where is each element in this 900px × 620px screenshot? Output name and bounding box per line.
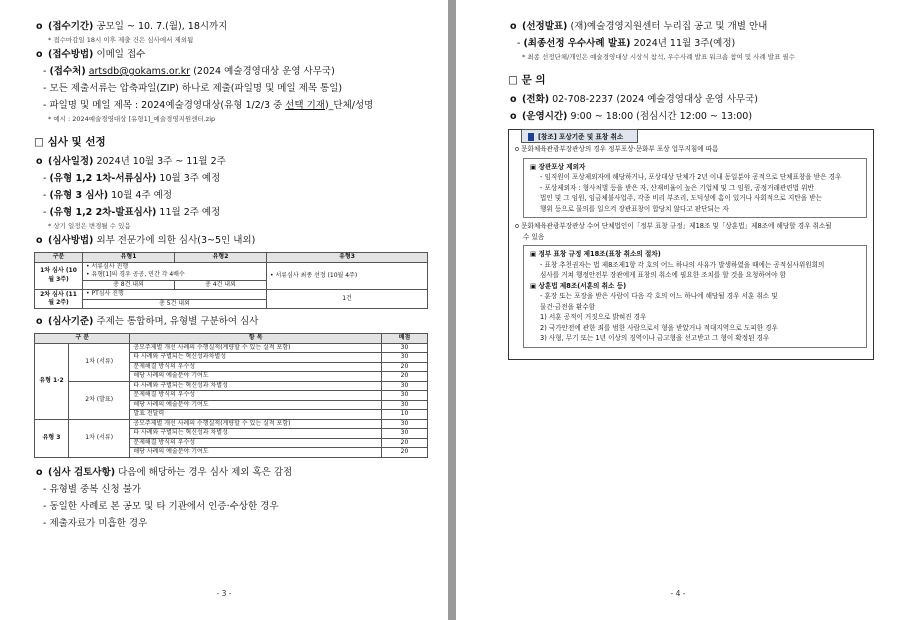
page-3-content	[34, 18, 428, 532]
table-cell: 타 사례와 구별되는 혁신성과 차별성	[130, 429, 382, 439]
review-criteria: o (심사기준) 주제는 통합하며, 유형별 구분하여 심사	[34, 313, 428, 330]
box-line: 심사를 거쳐 행정안전부 장관에게 표창의 취소에 필요한 조치를 할 것을 요청하여야 함	[540, 271, 786, 279]
submission-method: o (접수방법) 이메일 접수	[34, 46, 428, 63]
exclusion-item: - 동일한 사례로 본 공모 및 타 기관에서 인증·수상한 경우	[43, 500, 279, 512]
table-cell: 1차 (서류)	[69, 343, 130, 381]
table-cell: 20	[382, 372, 428, 382]
review-heading: □ 심사 및 선정	[34, 136, 106, 148]
table-row	[35, 419, 428, 429]
bullet-icon: o	[36, 235, 43, 246]
box-title: ▣ 상훈법 제8조(서훈의 취소 등)	[530, 281, 627, 290]
table-header: 구분	[35, 253, 83, 263]
table-cell: 1차 (서류)	[69, 419, 130, 457]
selection-announcement: o (선정발표) (재)예술경영지원센터 누리집 공고 및 개별 안내	[508, 18, 874, 35]
schedule-step-1: - (유형 1,2 1차-서류심사) 10월 3주 예정	[43, 173, 221, 184]
box-line: 3) 사형, 무기 또는 1년 이상의 징역이나 금고형을 선고받고 그 형이 확정된 경우	[540, 334, 770, 342]
box-line: 1) 서훈 공적이 거짓으로 밝혀진 경우	[540, 313, 647, 321]
reference-intro: o 문화체육관광부장관상의 경우 정부포상·문화부 포상 업무지침에 따름	[515, 145, 719, 153]
box-line: - 포상제외자 : 형사처벌 등을 받은 자, 산재비율이 높은 기업체 및 그 임원, 공정거래관련법 위반	[540, 183, 814, 192]
bullet-icon: o	[36, 49, 43, 60]
table-header: 유형3	[267, 253, 428, 263]
exclusion-item: - 유형별 중복 신청 불가	[43, 483, 142, 495]
best-case-note: * 최종 선정단체/개인은 예술경영대상 시상식 참석, 우수사례 발표 워크숍 참여 및 사례 발표 필수	[522, 53, 795, 61]
box-line: 2) 국가안전에 관한 죄를 범한 사람으로서 형을 받았거나 적대지역으로 도피한 경우	[540, 323, 778, 332]
table-cell: • PT심사 진행	[83, 290, 267, 300]
reference-box	[508, 129, 874, 360]
page-4-content	[508, 18, 874, 360]
table-cell: 1차 심사 (10월 3주)	[35, 262, 83, 290]
period-note: * 접수마감일 18시 이후 제출 건은 심사에서 제외됨	[48, 36, 194, 44]
table-cell: 총 4건 내외	[175, 280, 267, 290]
review-stage-table	[34, 252, 428, 309]
table-cell: 30	[382, 353, 428, 363]
submission-destination: - (접수처) artsdb@gokams.or.kr (2024 예술경영대상 운영 사무국)	[43, 66, 335, 77]
box-line: 물건·금전을 환수함	[540, 302, 596, 311]
table-cell: 20	[382, 438, 428, 448]
table-header: 유형1	[83, 253, 175, 263]
box-line: 행위 등으로 물의를 일으켜 장관표창이 합당치 않다고 판단되는 자	[540, 204, 729, 213]
reference-mid: o 문화체육관광부장관상 수여 단체법인이「정부 표창 규정」제18조 및「상훈법」제8조에 해당할 경우 취소될	[515, 222, 832, 230]
box-line: - 임직원이 포상제외자에 해당하거나, 포상대상 단체가 2년 이내 동일분야 공적으로 단체표창을 받은 경우	[540, 173, 842, 181]
schedule-note: * 상기 일정은 변경될 수 있음	[48, 222, 131, 230]
table-cell: 문제해결 방식의 우수성	[130, 438, 382, 448]
table-cell: 30	[382, 429, 428, 439]
box-line: - 훈장 또는 포장을 받은 사람이 다음 각 호의 어느 하나에 해당될 경우 서훈 취소 및	[540, 292, 778, 300]
box-title: ▣ 정부 표창 규정 제18조(표창 취소의 절차)	[530, 250, 661, 258]
page-gap	[448, 0, 456, 620]
bullet-icon: o	[510, 94, 517, 105]
reference-mid-cont: 수 있음	[523, 232, 545, 241]
bullet-icon: o	[36, 21, 43, 32]
schedule-step-2: - (유형 3 심사) 10월 4주 예정	[43, 190, 172, 201]
page-4	[456, 0, 900, 620]
table-cell: 2차 (발표)	[69, 381, 130, 419]
bullet-icon: o	[510, 21, 517, 32]
table-cell: 유형 1·2	[35, 343, 69, 419]
table-cell: • 서류심사 최종 선정 (10월 4주)	[267, 262, 428, 290]
table-cell: 30	[382, 381, 428, 391]
review-schedule: o (심사일정) 2024년 10월 3주 ~ 11월 2주	[34, 153, 428, 170]
table-cell: 총 5건 내외	[83, 299, 267, 309]
table-cell: 해당 사례의 예술분야 기여도	[130, 372, 382, 382]
table-cell: 해당 사례의 예술분야 기여도	[130, 400, 382, 410]
bullet-icon: o	[36, 466, 43, 478]
table-cell: 문제해결 방식의 우수성	[130, 362, 382, 372]
filename-example: * 예시 : 2024예술경영대상 [유형1]_예술경영지원센터.zip	[48, 115, 216, 123]
box-line: 법인 및 그 임원, 임금체불사업주, 각종 비리 부조리, 도덕성에 흠이 있거나 사회적으로 지탄을 받는	[540, 194, 822, 202]
table-cell: 10	[382, 410, 428, 420]
box-title: ▣ 장관포상 제외자	[530, 162, 586, 171]
review-exclusions: o (심사 검토사항) 다음에 해당하는 경우 심사 제외 혹은 감점	[34, 464, 428, 481]
table-cell: 해당 사례의 예술분야 기여도	[130, 448, 382, 458]
email-link[interactable]: artsdb@gokams.or.kr	[88, 66, 191, 77]
table-cell: 공모주제별 개선 사례의 수행실적(계량할 수 있는 실적 포함)	[130, 419, 382, 429]
table-cell: 총 8건 내외	[83, 280, 175, 290]
table-header-row	[35, 253, 428, 263]
zip-instruction: - 모든 제출서류는 압축파일(ZIP) 하나로 제출(파일명 및 메일 제목 통일)	[43, 83, 343, 94]
page-number: - 3 -	[216, 589, 232, 598]
schedule-step-3: - (유형 1,2 2차-발표심사) 11월 2주 예정	[43, 207, 221, 218]
table-header-row	[35, 334, 428, 344]
bullet-icon: o	[510, 111, 517, 122]
bullet-icon: o	[36, 156, 43, 167]
page-number: - 4 -	[670, 589, 686, 598]
exclusion-item: - 제출자료가 미흡한 경우	[43, 517, 148, 529]
criteria-table	[34, 333, 428, 458]
table-cell: 문제해결 방식의 우수성	[130, 391, 382, 401]
filename-instruction: - 파일명 및 메일 제목 : 2024예술경영대상(유형 1/2/3 중 선택 기재)_단체/성명	[43, 100, 374, 111]
inquiry-heading: □ 문 의	[508, 74, 546, 86]
table-row	[35, 343, 428, 353]
table-cell: 20	[382, 362, 428, 372]
table-row	[35, 262, 428, 280]
bullet-icon: o	[36, 316, 43, 327]
table-cell: 2차 심사 (11월 2주)	[35, 290, 83, 309]
table-header: 배점	[382, 334, 428, 344]
table-row	[35, 290, 428, 300]
table-cell: 타 사례와 구별되는 혁신성과 차별성	[130, 381, 382, 391]
table-row	[35, 381, 428, 391]
table-cell: 20	[382, 448, 428, 458]
table-cell: 30	[382, 391, 428, 401]
box-line: - 표창 추천권자는 법 제8조제1항 각 호의 어느 하나의 사유가 발생하였을 때에는 공적심사위원회의	[540, 260, 825, 269]
inquiry-phone: o (전화) 02-708-2237 (2024 예술경영대상 운영 사무국)	[508, 91, 874, 108]
table-cell: 공모주제별 개선 사례의 수행실적(계량할 수 있는 실적 포함)	[130, 343, 382, 353]
submission-period: o (접수기간) 공모일 ~ 10. 7.(월), 18시까지	[34, 18, 428, 35]
reference-tag: [참조] 포상기준 및 표창 취소	[521, 129, 638, 143]
table-header: 구 분	[35, 334, 130, 344]
table-cell: 1건	[267, 290, 428, 309]
table-cell: 유형 3	[35, 419, 69, 457]
table-cell: 30	[382, 419, 428, 429]
table-header: 항 목	[130, 334, 382, 344]
table-header: 유형2	[175, 253, 267, 263]
table-cell: 타 사례와 구별되는 혁신성과차별성	[130, 353, 382, 363]
cancellation-box	[523, 245, 867, 348]
table-cell: 30	[382, 343, 428, 353]
table-cell: 발표 전달력	[130, 410, 382, 420]
best-case-announcement: - (최종선정 우수사례 발표) 2024년 11월 3주(예정)	[517, 38, 736, 49]
table-cell: • 서류심사 진행 • 유형[1]의 경우 공공, 민간 각 4배수	[83, 262, 267, 280]
tag-marker-icon	[528, 133, 534, 141]
review-method: o (심사방법) 외부 전문가에 의한 심사(3~5인 내외)	[34, 232, 428, 249]
page-3	[0, 0, 448, 620]
inquiry-hours: o (운영시간) 9:00 ~ 18:00 (점심시간 12:00 ~ 13:00)	[508, 108, 874, 125]
table-cell: 30	[382, 400, 428, 410]
exclusion-box	[523, 158, 867, 219]
